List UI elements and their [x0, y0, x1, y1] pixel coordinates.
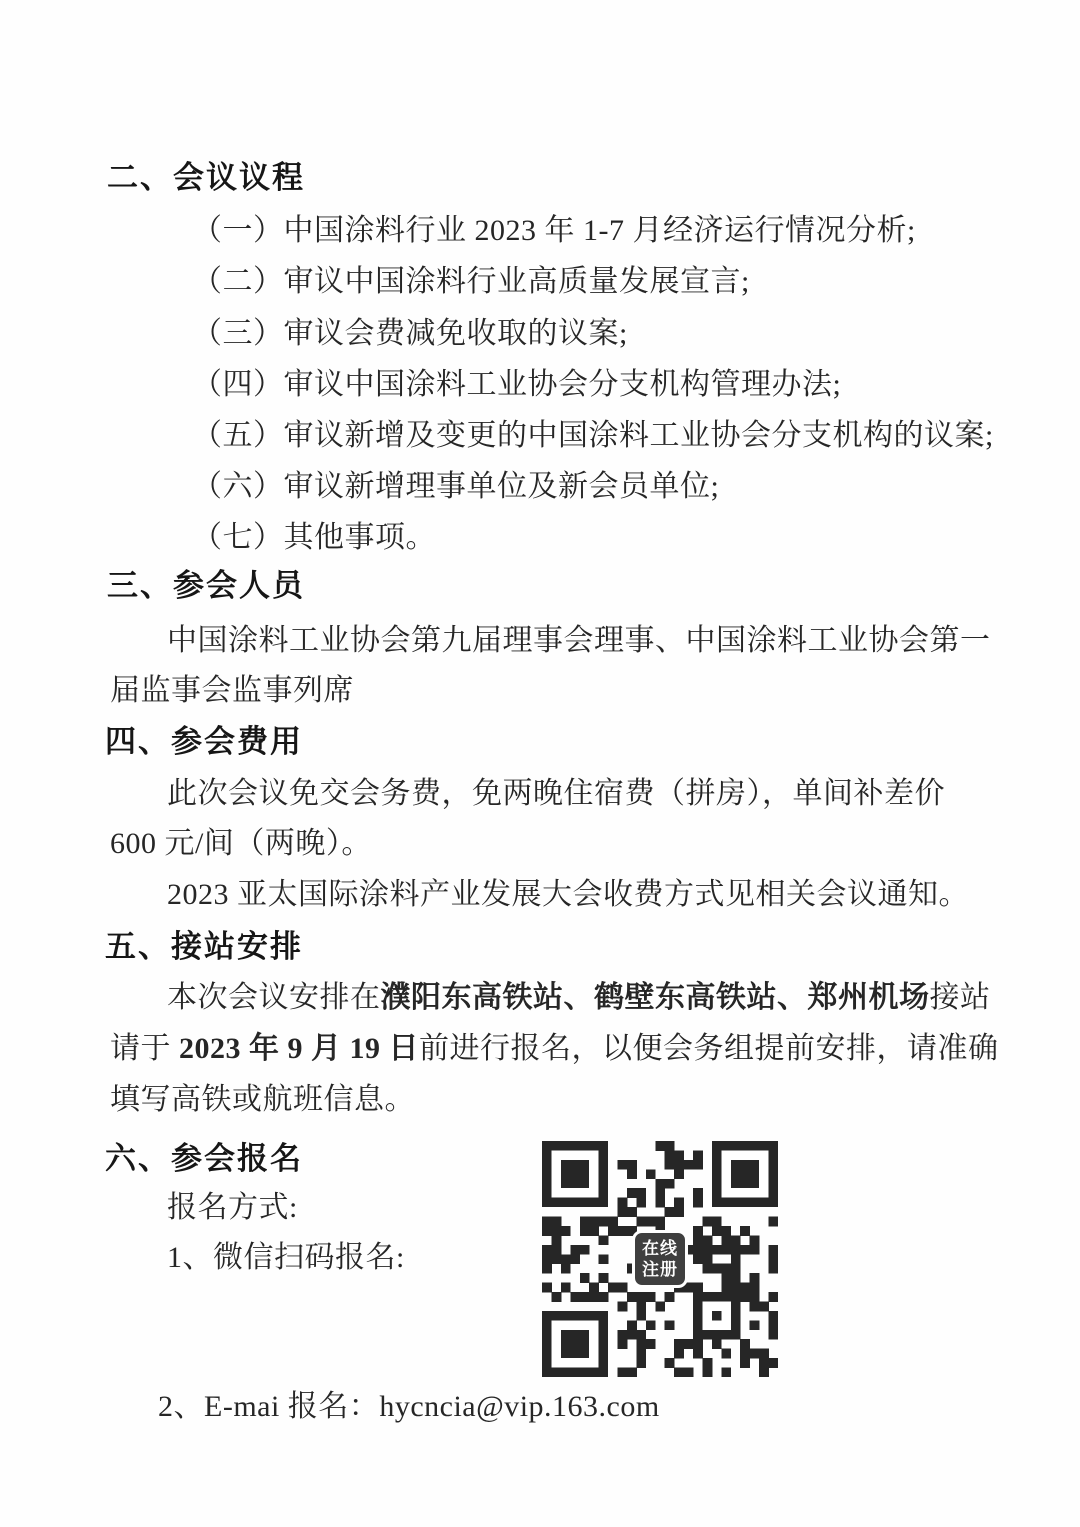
pickup-line2-post: 前进行报名，以便会务组提前安排，请准确: [419, 1032, 999, 1065]
qr-label: [632, 1230, 688, 1288]
agenda-heading: 二、会议议程: [107, 160, 305, 195]
qr-code: [542, 1141, 778, 1377]
fees-heading: 四、参会费用: [105, 724, 303, 759]
participants-heading: 三、参会人员: [107, 568, 305, 603]
fees-line: 此次会议免交会务费，免两晚住宿费（拼房），单间补差价: [167, 777, 945, 810]
pickup-deadline-bold: 2023 年 9 月 19 日: [179, 1032, 419, 1065]
fees-line: 600 元/间（两晚）。: [110, 827, 372, 860]
pickup-line: [167, 972, 991, 1016]
participants-line: 中国涂料工业协会第九届理事会理事、中国涂料工业协会第一: [167, 624, 991, 657]
participants-line: 届监事会监事列席: [110, 674, 354, 707]
agenda-item: （二）审议中国涂料行业高质量发展宣言;: [192, 265, 750, 298]
registration-heading: 六、参会报名: [105, 1141, 303, 1176]
agenda-item: （六）审议新增理事单位及新会员单位;: [192, 470, 720, 503]
pickup-heading: 五、接站安排: [105, 929, 303, 964]
email-address: hycncia@vip.163.com: [379, 1390, 660, 1423]
registration-wechat-item: 1、微信扫码报名:: [167, 1241, 405, 1274]
pickup-line: [110, 1023, 999, 1067]
registration-email-item: [158, 1381, 660, 1425]
pickup-line1-post: 接站: [929, 981, 991, 1014]
agenda-item: （一）中国涂料行业 2023 年 1-7 月经济运行情况分析;: [192, 214, 916, 247]
pickup-line1-pre: 本次会议安排在: [167, 981, 381, 1014]
pickup-stations-bold: 濮阳东高铁站、鹤壁东高铁站、郑州机场: [380, 981, 930, 1014]
qr-label-line2: 注册: [642, 1260, 678, 1279]
agenda-item: （四）审议中国涂料工业协会分支机构管理办法;: [192, 368, 842, 401]
agenda-item: （五）审议新增及变更的中国涂料工业协会分支机构的议案;: [192, 419, 994, 452]
agenda-item: （三）审议会费减免收取的议案;: [192, 317, 628, 350]
registration-method-label: 报名方式:: [167, 1191, 298, 1224]
fees-line: 2023 亚太国际涂料产业发展大会收费方式见相关会议通知。: [167, 878, 969, 911]
agenda-item: （七）其他事项。: [192, 521, 436, 554]
email-item-prefix: 2、E-mai 报名：: [158, 1390, 380, 1423]
pickup-line2-pre: 请于: [110, 1032, 179, 1065]
qr-label-line1: 在线: [642, 1239, 678, 1258]
pickup-line: 填写高铁或航班信息。: [110, 1083, 415, 1116]
